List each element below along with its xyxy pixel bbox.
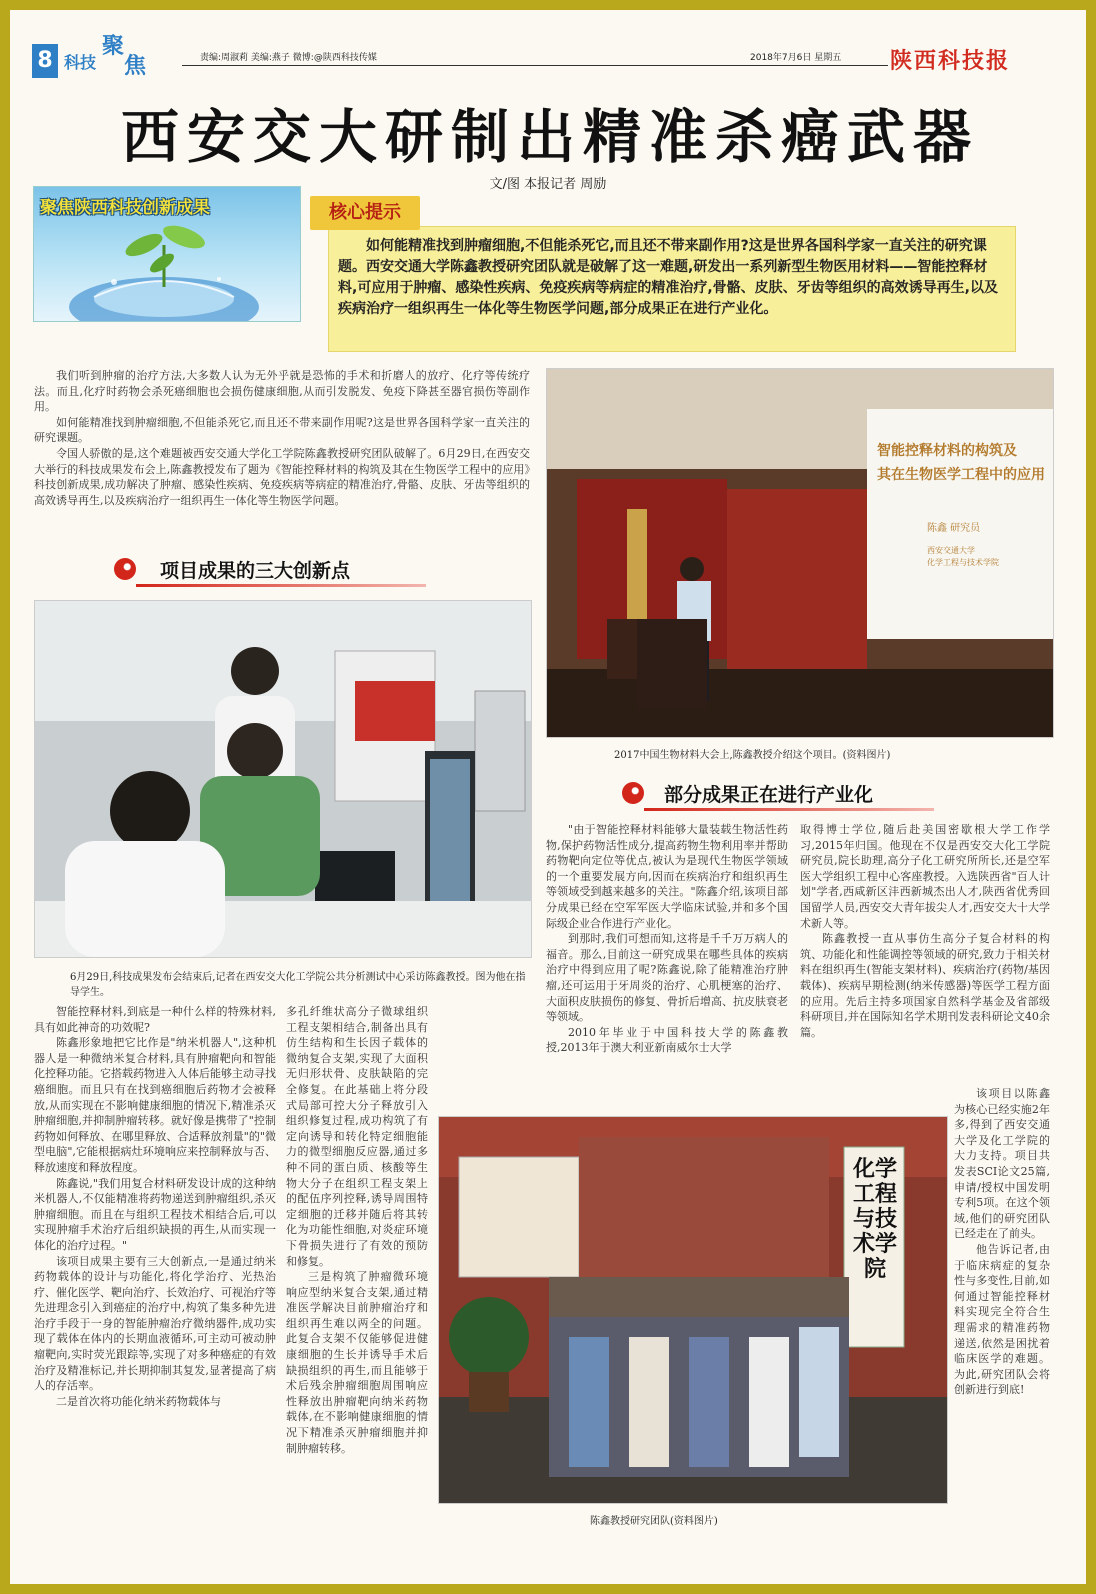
conference-photo-caption: 2017中国生物材料大会上,陈鑫教授介绍这个项目。(资料图片) xyxy=(614,750,891,761)
body-column-c xyxy=(546,822,788,1056)
column-a-paragraph-5: 二是首次将功能化纳米药物载体与 xyxy=(56,1394,221,1408)
column-c-paragraph-2: 到那时,我们可想而知,这将是千千万万病人的福音。那么,目前这一研究成果在哪些具体的疾病治疗中得到应用了呢?陈鑫说,除了能精准治疗肿瘤,还可运用于牙周炎的治疗、心肌梗塞的治疗、大面积皮肤损伤的修复、骨折后增高、抗皮肤衰老等领域。 xyxy=(546,932,788,1024)
column-d-paragraph-2: 陈鑫教授一直从事仿生高分子复合材料的构筑、功能化和性能调控等领域的研究,致力于相关材料在组织再生(智能支架材料)、疾病治疗(药物/基因载体)、疾病早期检测(纳米传感器)等医学工程方面的应用。先后主持多项国家自然科学基金及省部级科研项目,并在国际知名学术期刊发表科研论文40余篇。 xyxy=(800,932,1050,1039)
team-photo xyxy=(438,1116,948,1504)
intro-text xyxy=(34,368,530,508)
issue-date: 2018年7月6日 星期五 xyxy=(750,53,842,63)
column-a-paragraph-1: 智能控释材料,到底是一种什么样的特殊材料,具有如此神奇的功效呢? xyxy=(34,1005,276,1034)
column-a-paragraph-4: 该项目成果主要有三大创新点,一是通过纳米药物载体的设计与功能化,将化学治疗、光热治疗、催化医学、靶向治疗、长效治疗、可视治疗等先进理念引入到癌症的治疗中,构筑了集多种先进治疗手段于一身的智能肿瘤治疗微纳器件,成功实现了载体在体内的长期血液循环,可主动可被动肿瘤靶向,实时荧光跟踪等,实现了对多种癌症的有效治疗及精准标记,并长期抑制其复发,显著提高了病人的存活率。 xyxy=(34,1254,276,1393)
intro-paragraph-2: 如何能精准找到肿瘤细胞,不但能杀死它,而且还不带来副作用呢?这是世界各国科学家一直关注的研究课题。 xyxy=(34,415,530,445)
slide-presenter: 陈鑫 研究员 xyxy=(927,523,981,534)
section-heading-innovations: 项目成果的三大创新点 xyxy=(160,560,351,582)
column-a-paragraph-2: 陈鑫形象地把它比作是"纳米机器人",这种机器人是一种微纳米复合材料,具有肿瘤靶向和智能化控释功能。它搭载药物进入人体后能够主动寻找癌细胞。而且只有在找到癌细胞后药物才会被释放,从而实现在不影响健康细胞的情况下,精准杀灭肿瘤细胞,并抑制肿瘤转移。就好像是携带了"控制药物如何释放、在哪里释放、合适释放剂量"的"微型电脑",它能根据病灶环境响应来控制释放与否、释放速度和释放程度。 xyxy=(34,1036,276,1174)
section-char-1: 聚 xyxy=(102,34,125,59)
lab-photo xyxy=(34,600,532,958)
slide-organization-line-2: 化学工程与技术学院 xyxy=(927,558,999,567)
section-bullet-icon xyxy=(622,782,644,804)
column-b-paragraph-1: 多孔纤维状高分子微球组织工程支架相结合,制备出具有仿生结构和生长因子载体的微纳复合支架,实现了大面积无归形状骨、皮肤缺陷的完全修复。在此基础上将分段式局部可控大分子释放引入组织修复过程,成功构筑了有定向诱导和转化特定细胞能力的微型细胞反应器,通过多种不同的蛋白质、核酸等生物大分子在组织工程支架上的配伍序列控释,诱导周围特定细胞的迁移并随后将其转化为功能性细胞,对炎症环境下骨损失进行了有效的预防和修复。 xyxy=(286,1005,428,1268)
seedling-globe-illustration xyxy=(34,187,300,321)
feature-banner xyxy=(33,186,301,322)
column-d-paragraph-4: 他告诉记者,由于临床病症的复杂性与多变性,目前,如何通过智能控释材料实现完全符合生理需求的精准药物递送,依然是困扰着临床医学的难题。为此,研究团队会将创新进行到底! xyxy=(954,1242,1050,1397)
column-b-paragraph-2: 三是构筑了肿瘤微环境响应型纳米复合支架,通过精准医学解决目前肿瘤治疗和组织再生难以两全的问题。此复合支架不仅能够促进健康细胞的生长并诱导手术后缺损组织的再生,而且能够于术后残余肿瘤细胞周围响应性释放出肿瘤靶向纳米药物载体,在不影响健康细胞的情况下精准杀灭肿瘤细胞并抑制肿瘤转移。 xyxy=(286,1270,428,1455)
paper-name: 陕西科技报 xyxy=(890,48,1011,74)
slide-title xyxy=(877,439,1045,487)
body-column-a xyxy=(34,1004,276,1409)
core-summary-text: 如何能精准找到肿瘤细胞,不但能杀死它,而且还不带来副作用?这是世界各国科学家一直关注的研究课题。西安交通大学陈鑫教授研究团队就是破解了这一难题,研发出一系列新型生物医用材料——智能控释材料,可应用于肿瘤、感染性疾病、免疫疾病等病症的精准治疗,骨骼、皮肤、牙齿等组织的高效诱导再生,以及疾病治疗一组织再生一体化等生物医学问题,部分成果正在进行产业化。 xyxy=(338,238,998,317)
body-column-d-top xyxy=(800,822,1050,1040)
slide-title-line-1: 智能控释材料的构筑及 xyxy=(877,443,1017,459)
lab-photo-caption: 6月29日,科技成果发布会结束后,记者在西安交大化工学院公共分析测试中心采访陈鑫教授。图为他在指导学生。 xyxy=(70,972,526,998)
slide-title-line-2: 其在生物医学工程中的应用 xyxy=(877,467,1045,483)
team-photo-caption: 陈鑫教授研究团队(资料图片) xyxy=(590,1516,718,1527)
page-number: 8 xyxy=(32,44,58,78)
column-c-paragraph-3: 2010年毕业于中国科技大学的陈鑫教授,2013年于澳大利亚新南威尔士大学 xyxy=(546,1025,788,1055)
byline: 文/图 本报记者 周励 xyxy=(489,177,607,192)
credits: 责编:周淑莉 美编:燕子 微博:@陕西科技传媒 xyxy=(200,53,377,63)
slide-organization xyxy=(927,545,999,569)
headline: 西安交大研制出精准杀癌武器 xyxy=(120,103,979,171)
section-underline xyxy=(136,584,426,587)
header-rule xyxy=(182,65,888,66)
section-heading-industrialization: 部分成果正在进行产业化 xyxy=(664,784,874,806)
intro-paragraph-1: 我们听到肿瘤的治疗方法,大多数人认为无外乎就是恐怖的手术和折磨人的放疗、化疗等传统疗法。而且,化疗时药物会杀死癌细胞也会损伤健康细胞,从而引发脱发、免疫下降甚至器官损伤等副作用。 xyxy=(34,369,530,414)
building-sign: 化学工程与技术学院 xyxy=(853,1156,898,1282)
column-d-paragraph-3: 该项目以陈鑫为核心已经实施2年多,得到了西安交通大学及化工学院的大力支持。项目共发表SCI论文25篇,申请/授权中国发明专利5项。在这个领域,他们的研究团队已经走在了前头。 xyxy=(954,1087,1050,1241)
lab-scene-illustration xyxy=(35,601,531,957)
body-column-b xyxy=(286,1004,428,1456)
column-c-paragraph-1: "由于智能控释材料能够大量装载生物活性药物,保护药物活性成分,提高药物生物利用率并帮助药物靶向定位等优点,被认为是现代生物医学领域的一个重要发展方向,因而在疾病治疗和组织再生等领域受到越来越多的关注。"陈鑫介绍,该项目部分成果已经在空军军医大学临床试验,并和多个国际级企业合作进行产业化。 xyxy=(546,823,788,930)
core-summary-tag: 核心提示 xyxy=(310,196,420,230)
section-char-2: 焦 xyxy=(124,54,147,79)
newspaper-page xyxy=(10,10,1086,1584)
section-label: 科技 xyxy=(64,53,97,72)
slide-organization-line-1: 西安交通大学 xyxy=(927,546,975,555)
conference-photo xyxy=(546,368,1054,738)
column-a-paragraph-3: 陈鑫说,"我们用复合材料研发设计成的这种纳米机器人,不仅能精准将药物递送到肿瘤组织,杀灭肿瘤细胞。而且在与组织工程技术相结合后,可以实现肿瘤手术治疗后组织缺损的再生,从而实现一体化的治疗过程。" xyxy=(34,1176,276,1252)
section-bullet-icon xyxy=(114,558,136,580)
section-underline xyxy=(644,808,934,811)
column-d-paragraph-1: 取得博士学位,随后赴美国密歇根大学工作学习,2015年归国。他现在不仅是西安交大化工学院研究员,院长助理,高分子化工研究所所长,还是空军医大学组织工程中心客座教授。入选陕西省"百人计划"学者,西咸新区沣西新城杰出人才,陕西省优秀回国留学人员,西安交大青年拔尖人才,西安交大十大学术新人等。 xyxy=(800,823,1050,930)
intro-paragraph-3: 令国人骄傲的是,这个难题被西安交通大学化工学院陈鑫教授研究团队破解了。6月29日,在西安交大举行的科技成果发布会上,陈鑫教授发布了题为《智能控释材料的构筑及其在生物医学工程中的应用》科技创新成果,成功解决了肿瘤、感染性疾病、免疫疾病等病症的精准治疗,骨骼、皮肤、牙齿等组织的高效诱导再生,以及疾病治疗一组织再生一体化等生物医学问题。 xyxy=(34,446,530,507)
body-column-d-narrow xyxy=(954,1086,1050,1398)
banner-title: 聚焦陕西科技创新成果 xyxy=(40,198,210,218)
